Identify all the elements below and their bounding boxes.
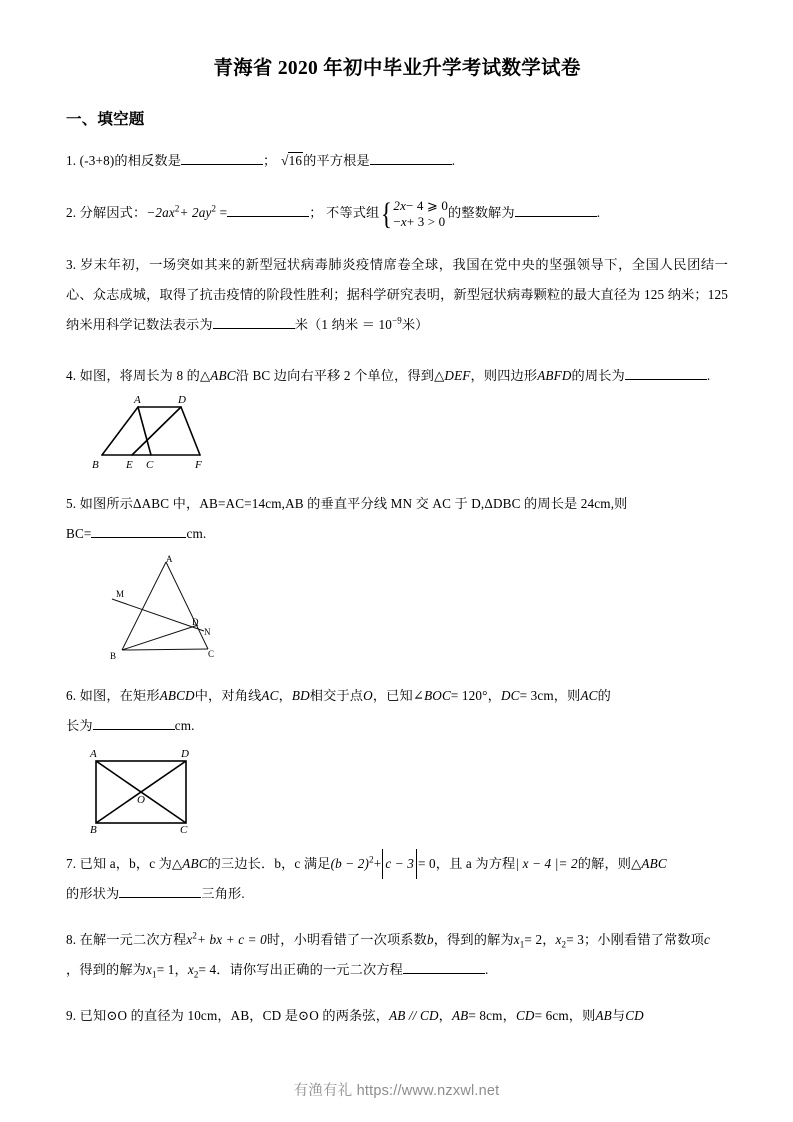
q4-text-4: 的周长为 — [571, 368, 625, 384]
label-B: B — [90, 824, 97, 834]
q7-text-2: 的三边长．b，c 满足 — [207, 856, 331, 872]
q9-ab-2: AB — [595, 1008, 612, 1024]
q2-text-3: 的整数解为 — [448, 205, 515, 221]
q6-comma-2: ， — [487, 688, 501, 704]
segment-ab — [102, 407, 138, 455]
answer-blank[interactable] — [515, 216, 597, 217]
answer-blank[interactable] — [625, 379, 707, 380]
q2-equals: = — [219, 205, 228, 221]
question-1 — [66, 146, 728, 176]
question-3 — [66, 250, 728, 340]
q6-bd: BD — [291, 688, 310, 704]
q8-text-2: 时，小明看错了一次项系数 — [266, 932, 427, 948]
q7-exponent: 2 — [369, 855, 374, 865]
q7-absolute-value — [382, 849, 417, 879]
q9-text-3: 与 — [611, 1008, 626, 1024]
answer-blank[interactable] — [403, 973, 485, 974]
q7-text-6: 三角形. — [201, 886, 245, 902]
label-D: D — [181, 748, 189, 761]
q8-exponent: 2 — [192, 931, 198, 941]
inequality-system — [379, 198, 448, 230]
q5-text-1: 如图所示ΔABC 中，AB=AC=14cm,AB 的垂直平分线 MN 交 AC 于 D,ΔDBC 的周长是 24cm,则 — [79, 496, 628, 512]
q6-ac: AC — [261, 688, 279, 704]
inequality-rows — [393, 198, 448, 230]
answer-blank[interactable] — [93, 729, 175, 730]
q8-x2: x — [555, 932, 562, 948]
ineq2-rest: + 3 > 0 — [406, 214, 446, 230]
question-7-number: 7. — [66, 856, 77, 872]
segment-ac — [166, 562, 208, 649]
label-D: D — [178, 394, 186, 407]
ineq2-var: x — [400, 214, 407, 230]
answer-blank[interactable] — [91, 537, 186, 538]
label-F: F — [195, 459, 202, 472]
q8-const-c: c — [704, 932, 711, 948]
inequality-2 — [393, 214, 448, 230]
q7-text-4: 的解，则 — [577, 856, 632, 872]
question-1-lead: (-3+8) — [79, 153, 115, 169]
answer-blank[interactable] — [181, 164, 263, 165]
q8-period: . — [484, 962, 489, 978]
q7-text-5: 的形状为 — [66, 886, 120, 902]
q7-abs-body: c − 3 — [385, 856, 415, 872]
ineq1-coef: 2 — [393, 198, 401, 214]
question-2-number: 2. — [66, 205, 77, 221]
label-C: C — [146, 459, 154, 472]
q4-triangle-def: △DEF — [434, 368, 471, 384]
q9-text-1: 已知⊙O 的直径为 10cm，AB，CD 是⊙O 的两条弦， — [79, 1008, 390, 1024]
page-content — [66, 0, 728, 1031]
page-title: 青海省 2020 年初中毕业升学考试数学试卷 — [213, 58, 581, 79]
q8-y1: x — [146, 962, 153, 978]
q8-x: x — [186, 932, 193, 948]
question-1-period: . — [451, 153, 456, 169]
label-O: O — [137, 794, 145, 807]
q8-comma-2: ， — [174, 962, 188, 978]
q2-term-a: −2 — [146, 205, 163, 221]
question-8 — [66, 925, 728, 985]
q8-text-4: ；小刚看错了常数项 — [583, 932, 705, 948]
label-C: C — [208, 649, 215, 660]
question-1-text-1: 的相反数是 — [114, 153, 182, 169]
q2-period: . — [596, 205, 601, 221]
q8-x2-value: = 3 — [566, 932, 584, 948]
label-M: M — [116, 589, 125, 600]
question-7 — [66, 849, 728, 909]
q9-text-2: ，则 — [568, 1008, 596, 1024]
question-4-figure — [88, 393, 728, 471]
q6-point-o: O — [363, 688, 373, 704]
question-6 — [66, 681, 728, 741]
q9-ab: AB — [451, 1008, 469, 1024]
q7-text-3: ，且 a 为方程 — [435, 856, 516, 872]
question-4-number: 4. — [66, 368, 77, 384]
q9-ab-value: = 8cm — [468, 1008, 503, 1024]
q6-text-2: 中，对角线 — [194, 688, 262, 704]
q6-text-5: ，则 — [553, 688, 581, 704]
q8-text-5: ，得到的解为 — [66, 962, 147, 978]
isosceles-triangle-svg — [104, 553, 294, 665]
q6-value-2: = 3cm — [519, 688, 554, 704]
q2-term-ay: ay — [198, 205, 212, 221]
q7-triangle-2: △ABC — [631, 856, 667, 872]
q6-dc: DC — [500, 688, 520, 704]
q9-comma-1: ， — [438, 1008, 452, 1024]
q6-value-1: = 120° — [450, 688, 488, 704]
question-3-body: 岁末年初，一场突如其来的新型冠状病毒肺炎疫情席卷全球，我国在党中央的坚强领导下，全国人民团结一心、众志成城，取得了抗击疫情的阶段性胜利；据科学研究表明，新型冠状病毒颗粒的最大直径为 125 纳米；125 纳米用科学记数法表示为 — [66, 257, 728, 333]
segment-bd — [122, 625, 198, 650]
q2-separator: ； — [309, 205, 323, 221]
question-8-number: 8. — [66, 932, 77, 948]
question-4 — [66, 361, 728, 391]
q6-text-3: 相交于点 — [309, 688, 364, 704]
q9-parallel: AB // CD — [389, 1008, 439, 1024]
q6-angle-boc: BOC — [424, 688, 451, 704]
q4-text-1: 如图，将周长为 8 的 — [79, 368, 200, 384]
inequality-1 — [393, 198, 448, 214]
q4-period: . — [706, 368, 711, 384]
question-2 — [66, 198, 728, 230]
label-C: C — [180, 824, 188, 834]
q5-text-2: BC= — [66, 526, 92, 542]
q8-text-3: ，得到的解为 — [433, 932, 514, 948]
label-A: A — [166, 554, 173, 565]
q7-abs-equation: | x − 4 |= 2 — [515, 856, 578, 872]
q8-x2-index: 2 — [561, 940, 567, 951]
label-E: E — [126, 459, 133, 472]
q6-text-4: ，已知∠ — [372, 688, 425, 704]
q4-triangle-abc: △ABC — [200, 368, 236, 384]
answer-blank[interactable] — [227, 216, 309, 217]
ineq1-var: x — [400, 198, 406, 214]
question-3-number: 3. — [66, 257, 77, 273]
radicand: 16 — [288, 153, 303, 169]
answer-blank[interactable] — [213, 328, 295, 329]
q8-text-1: 在解一元二次方程 — [79, 932, 187, 948]
radical-sign: √ — [280, 153, 289, 169]
q4-text-3: ，则四边形 — [470, 368, 538, 384]
answer-blank[interactable] — [370, 164, 452, 165]
q4-text-2: 沿 BC 边向右平移 2 个单位，得到 — [235, 368, 435, 384]
question-9-number: 9. — [66, 1008, 77, 1024]
question-6-figure — [80, 747, 728, 833]
q7-equals-zero: = 0 — [418, 856, 436, 872]
q8-y1-value: = 1 — [156, 962, 175, 978]
q9-cd-2: CD — [625, 1008, 644, 1024]
q8-x1-index: 1 — [519, 940, 525, 951]
question-1-number: 1. — [66, 153, 77, 169]
q6-text-6: 的 — [597, 688, 611, 704]
translated-triangle-svg — [88, 393, 268, 471]
question-3-unit: 米（1 纳米 ＝ 10 — [294, 317, 392, 333]
q7-triangle: △ABC — [172, 856, 208, 872]
q2-plus: + 2 — [179, 205, 199, 221]
q6-text-7: 长为 — [66, 718, 93, 734]
q2-term-ax: ax — [162, 205, 175, 221]
question-3-tail: 米） — [401, 317, 429, 333]
question-6-number: 6. — [66, 688, 77, 704]
q6-unit: cm. — [174, 718, 195, 734]
q8-equation-rest: + bx + c = 0 — [197, 932, 267, 948]
question-2-text-1: 分解因式： — [79, 205, 147, 221]
q6-text-1: 如图，在矩形 — [79, 688, 160, 704]
segment-fd — [181, 407, 200, 455]
q8-y2-value: = 4 — [198, 962, 217, 978]
q6-comma-1: ， — [278, 688, 292, 704]
question-5-figure — [104, 553, 728, 665]
label-N: N — [204, 627, 211, 638]
question-9 — [66, 1001, 728, 1031]
q6-ac-2: AC — [580, 688, 598, 704]
question-5-number: 5. — [66, 496, 77, 512]
footer-watermark: 有渔有礼 https://www.nzxwl.net — [293, 1083, 500, 1099]
q8-text-6: ．请你写出正确的一元二次方程 — [216, 962, 403, 978]
left-brace-icon: { — [381, 196, 393, 232]
square-root-expression — [280, 146, 303, 176]
label-D: D — [192, 617, 199, 628]
q4-quad-abfd: ABFD — [537, 368, 572, 384]
segment-mn — [112, 599, 204, 631]
q8-coef-b: b — [426, 932, 434, 948]
q9-comma-2: ， — [502, 1008, 516, 1024]
label-A: A — [90, 748, 97, 761]
segment-bc — [122, 649, 208, 650]
q2-exponent-1: 2 — [174, 204, 180, 215]
q8-x1: x — [513, 932, 520, 948]
answer-blank[interactable] — [119, 897, 201, 898]
question-3-exponent: −9 — [391, 316, 402, 326]
q8-y2-index: 2 — [193, 970, 199, 981]
label-B: B — [92, 459, 99, 472]
section-heading: 一、填空题 — [66, 111, 145, 129]
q2-exponent-2: 2 — [211, 204, 217, 215]
q9-cd: CD — [515, 1008, 535, 1024]
q6-rect: ABCD — [159, 688, 195, 704]
ineq1-rest: − 4 ⩾ 0 — [405, 198, 449, 214]
rectangle-diagonals-svg — [80, 747, 240, 833]
q8-x1-value: = 2 — [524, 932, 543, 948]
q7-expr-1: (b − 2) — [330, 856, 370, 872]
segment-ab — [122, 562, 166, 650]
q7-plus: + — [373, 856, 382, 872]
question-1-separator: ； — [263, 153, 277, 169]
question-1-text-2: 的平方根是 — [303, 153, 370, 169]
q8-y1-index: 1 — [152, 970, 157, 981]
q7-text-1: 已知 a，b，c 为 — [79, 856, 172, 872]
label-A: A — [134, 394, 141, 407]
label-B: B — [110, 651, 117, 662]
q5-unit: cm. — [186, 526, 207, 542]
ineq2-sign: − — [393, 214, 401, 230]
q8-comma: ， — [542, 932, 556, 948]
q9-cd-value: = 6cm — [534, 1008, 569, 1024]
q2-text-2: 不等式组 — [326, 205, 380, 221]
question-5 — [66, 489, 728, 549]
q8-y2: x — [187, 962, 194, 978]
